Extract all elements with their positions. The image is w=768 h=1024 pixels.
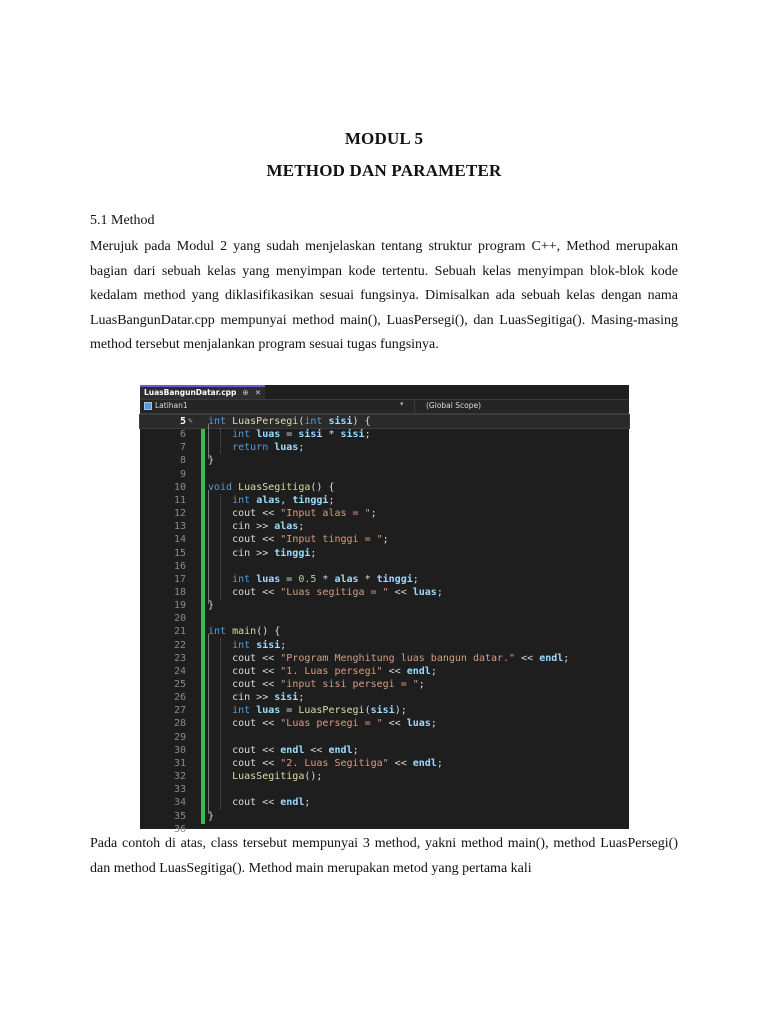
code-text: cout << "Program Menghitung luas bangun datar." << endl; [232, 652, 570, 664]
code-text: int main() { [208, 626, 281, 638]
scope-guide [208, 424, 209, 459]
code-text: cout << "Input alas = "; [232, 508, 377, 520]
close-icon[interactable]: ✕ [254, 388, 261, 397]
nav-divider [414, 400, 415, 413]
code-text: cout << "1. Luas persegi" << endl; [232, 665, 437, 677]
line-number: 30 [173, 744, 186, 756]
code-line[interactable] [140, 454, 629, 467]
code-line[interactable] [140, 547, 629, 560]
module-title: MODUL 5 [344, 129, 424, 148]
code-line[interactable] [140, 612, 629, 625]
code-line[interactable] [140, 783, 629, 796]
line-number: 6 [179, 429, 186, 441]
code-line[interactable] [140, 560, 629, 573]
scope-dropdown[interactable]: (Global Scope) [426, 401, 482, 410]
line-number: 35 [173, 810, 186, 822]
line-number: 24 [173, 665, 186, 677]
line-number: 10 [173, 481, 186, 493]
code-line[interactable] [140, 428, 629, 441]
line-number: 27 [173, 705, 186, 717]
line-number: 9 [179, 468, 186, 480]
code-text: cout << "Luas persegi = " << luas; [232, 718, 437, 730]
line-number: 11 [173, 494, 186, 506]
line-number: 28 [173, 718, 186, 730]
code-line[interactable] [140, 507, 629, 520]
line-number: 36 [173, 823, 186, 835]
code-line[interactable] [140, 494, 629, 507]
code-line[interactable] [140, 599, 629, 612]
code-text: cin >> alas; [232, 521, 305, 533]
code-text: int sisi; [232, 639, 287, 651]
code-text: cout << "2. Luas Segitiga" << endl; [232, 757, 443, 769]
line-number: 12 [173, 508, 186, 520]
line-number: 29 [173, 731, 186, 743]
chevron-down-icon[interactable]: ▾ [400, 400, 404, 408]
code-text: int luas = 0.5 * alas * tinggi; [232, 573, 419, 585]
code-line[interactable] [140, 441, 629, 454]
code-line[interactable] [140, 678, 629, 691]
line-number: 23 [173, 652, 186, 664]
code-line[interactable] [140, 796, 629, 809]
code-text: int luas = LuasPersegi(sisi); [232, 705, 407, 717]
line-number: 31 [173, 757, 186, 769]
code-line[interactable] [140, 520, 629, 533]
code-text: void LuasSegitiga() { [208, 481, 335, 493]
edit-pencil-icon: ✎ [188, 416, 193, 425]
code-editor-screenshot [140, 385, 629, 835]
line-number: 21 [173, 626, 186, 638]
code-text: } [208, 455, 215, 467]
code-text: } [208, 600, 215, 612]
code-line[interactable] [140, 770, 629, 783]
editor-tab-bar [140, 385, 629, 400]
code-line[interactable] [140, 652, 629, 665]
code-text: cin >> tinggi; [232, 547, 317, 559]
line-number: 32 [173, 771, 186, 783]
code-line[interactable] [140, 757, 629, 770]
scope-guide [208, 634, 209, 814]
code-text: LuasSegitiga(); [232, 771, 323, 783]
code-line[interactable] [140, 639, 629, 652]
indent-guide [220, 639, 221, 810]
line-number: 33 [173, 784, 186, 796]
indent-guide [220, 428, 221, 454]
line-number: 7 [179, 442, 186, 454]
code-text: cout << endl << endl; [232, 744, 359, 756]
code-text: cout << "input sisi persegi = "; [232, 679, 425, 690]
section-heading: 5.1 Method [90, 213, 155, 228]
tab-label: LuasBangunDatar.cpp [144, 388, 237, 397]
code-text: } [208, 810, 215, 822]
code-line[interactable] [140, 586, 629, 599]
indent-guide [220, 494, 221, 599]
line-number: 8 [179, 455, 186, 467]
line-number: 18 [173, 586, 186, 598]
code-text: int alas, tinggi; [232, 494, 335, 506]
tab-file[interactable] [140, 385, 265, 399]
code-line[interactable] [140, 481, 629, 494]
pin-icon[interactable]: ⊕ [242, 388, 249, 397]
code-text: cout << "Input tinggi = "; [232, 534, 389, 546]
code-line[interactable] [140, 415, 629, 428]
project-label: Latihan1 [155, 401, 188, 410]
project-dropdown[interactable] [144, 401, 188, 410]
code-text: cin >> sisi; [232, 692, 305, 704]
code-line[interactable] [140, 691, 629, 704]
code-line[interactable] [140, 731, 629, 744]
code-line[interactable] [140, 810, 629, 823]
line-number: 13 [173, 521, 186, 533]
code-line[interactable] [140, 717, 629, 730]
code-text: return luas; [232, 442, 305, 454]
code-text: int LuasPersegi(int sisi) { [208, 416, 371, 427]
line-number: 22 [173, 639, 186, 651]
code-line[interactable] [140, 533, 629, 546]
code-line[interactable] [140, 468, 629, 481]
code-text: cout << "Luas segitiga = " << luas; [232, 586, 443, 598]
paragraph-explanation: Pada contoh di atas, class tersebut mempunyai 3 method, yakni method main(), method LuasPersegi() dan method LuasSegitiga(). Method main merupakan metod yang pertama kali [90, 836, 678, 876]
code-area[interactable] [140, 414, 629, 835]
editor-navigation-bar [140, 400, 629, 414]
line-number: 20 [173, 613, 186, 625]
line-number: 19 [173, 600, 186, 612]
line-number: 17 [173, 573, 186, 585]
code-line[interactable] [140, 573, 629, 586]
line-number: 5 [179, 416, 186, 427]
code-line[interactable] [140, 625, 629, 638]
line-number: 14 [173, 534, 186, 546]
code-line[interactable] [140, 704, 629, 717]
line-number: 16 [173, 560, 186, 572]
paragraph-intro: Merujuk pada Modul 2 yang sudah menjelaskan tentang struktur program C++, Method merupakan bagian dari sebuah kelas yang menyimpan kode tertentu. Sebuah kelas menyimpan blok-blok kode kedalam method yang diklasifikasikan sesuai fungsinya. Dimisalkan ada sebuah kelas dengan nama LuasBangunDatar.cpp mempunyai method main(), LuasPersegi(), dan LuasSegitiga(). Masing-masing method tersebut menjalankan program sesuai tugas fungsinya. [90, 239, 678, 353]
code-text: cout << endl; [232, 797, 311, 809]
code-line[interactable] [140, 665, 629, 678]
code-text: int luas = sisi * sisi; [232, 429, 371, 441]
line-number: 26 [173, 692, 186, 704]
line-number: 15 [173, 547, 186, 559]
scope-guide [208, 490, 209, 604]
project-icon [144, 402, 152, 410]
code-line[interactable] [140, 744, 629, 757]
line-number: 25 [173, 679, 186, 690]
module-subtitle: METHOD DAN PARAMETER [266, 161, 502, 180]
line-number: 34 [173, 797, 186, 809]
